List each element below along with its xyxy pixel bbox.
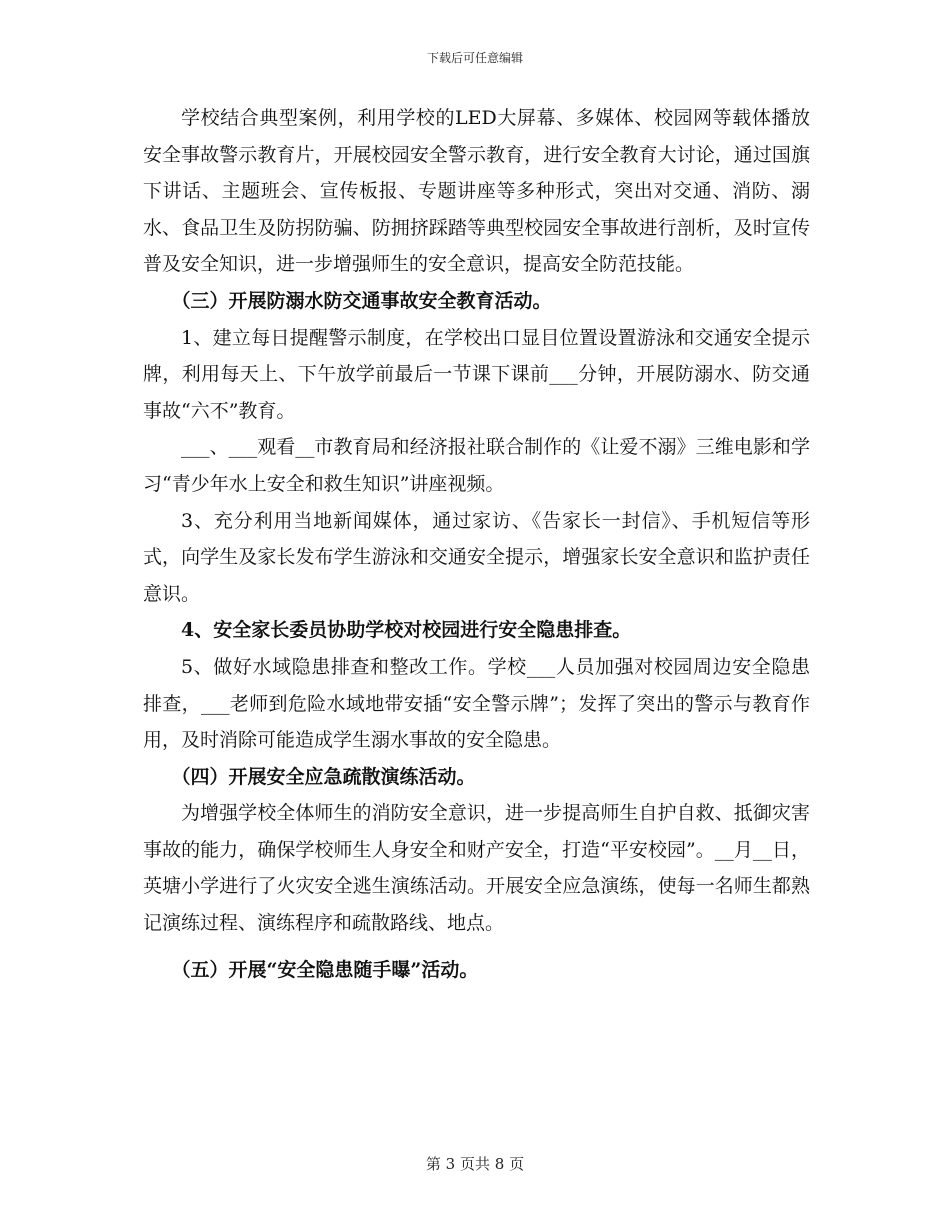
paragraph-item-4-heading: 4、安全家长委员协助学校对校园进行安全隐患排查。 <box>181 619 632 642</box>
section-heading-5: （五）开展“安全隐患随手曝”活动。 <box>171 958 479 981</box>
paragraph-warning-education: 学校结合典型案例，利用学校的LED大屏幕、多媒体、校园网等载体播放安全事故警示教育片，开展校园安全警示教育，进行安全教育大讨论，通过国旗下讲话、主题班会、宣传板报、专题讲座等多种形式，突出对交通、消防、溺水、食品卫生及防拐防骗、防拥挤踩踏等典型校园安全事故进行剖析，及时宣传普及安全知识，进一步增强师生的安全意识，提高安全防范技能。 <box>143 107 810 276</box>
paragraph-item-3: 3、充分利用当地新闻媒体，通过家访、《告家长一封信》、手机短信等形式，向学生及家长发布学生游泳和交通安全提示，增强家长安全意识和监护责任意识。 <box>143 509 810 605</box>
paragraph-item-5: 5、做好水域隐患排查和整改工作。学校___人员加强对校园周边安全隐患排查，___老师到危险水域地带安插“安全警示牌”；发挥了突出的警示与教育作用，及时消除可能造成学生溺水事故的安全隐患。 <box>143 655 810 752</box>
page-header: 下载后可任意编辑 <box>426 51 523 65</box>
section-heading-4: （四）开展安全应急疏散演练活动。 <box>171 765 476 788</box>
paragraph-item-1: 1、建立每日提醒警示制度，在学校出口显目位置设置游泳和交通安全提示牌，利用每天上、下午放学前最后一节课下课前___分钟，开展防溺水、防交通事故“六不”教育。 <box>143 326 810 422</box>
section-heading-3: （三）开展防溺水防交通事故安全教育活动。 <box>171 289 552 312</box>
document-body <box>143 100 810 988</box>
page-footer: 第 3 页共 8 页 <box>425 1155 525 1173</box>
paragraph-item-2: ___、___观看__市教育局和经济报社联合制作的《让爱不溺》三维电影和学习“青少年水上安全和救生知识”讲座视频。 <box>143 436 810 495</box>
paragraph-evacuation-drill: 为增强学校全体师生的消防安全意识，进一步提高师生自护自救、抵御灾害事故的能力，确保学校师生人身安全和财产安全，打造“平安校园”。__月__日，英塘小学进行了火灾安全逃生演练活动。开展安全应急演练，使每一名师生都熟记演练过程、演练程序和疏散路线、地点。 <box>143 802 810 935</box>
